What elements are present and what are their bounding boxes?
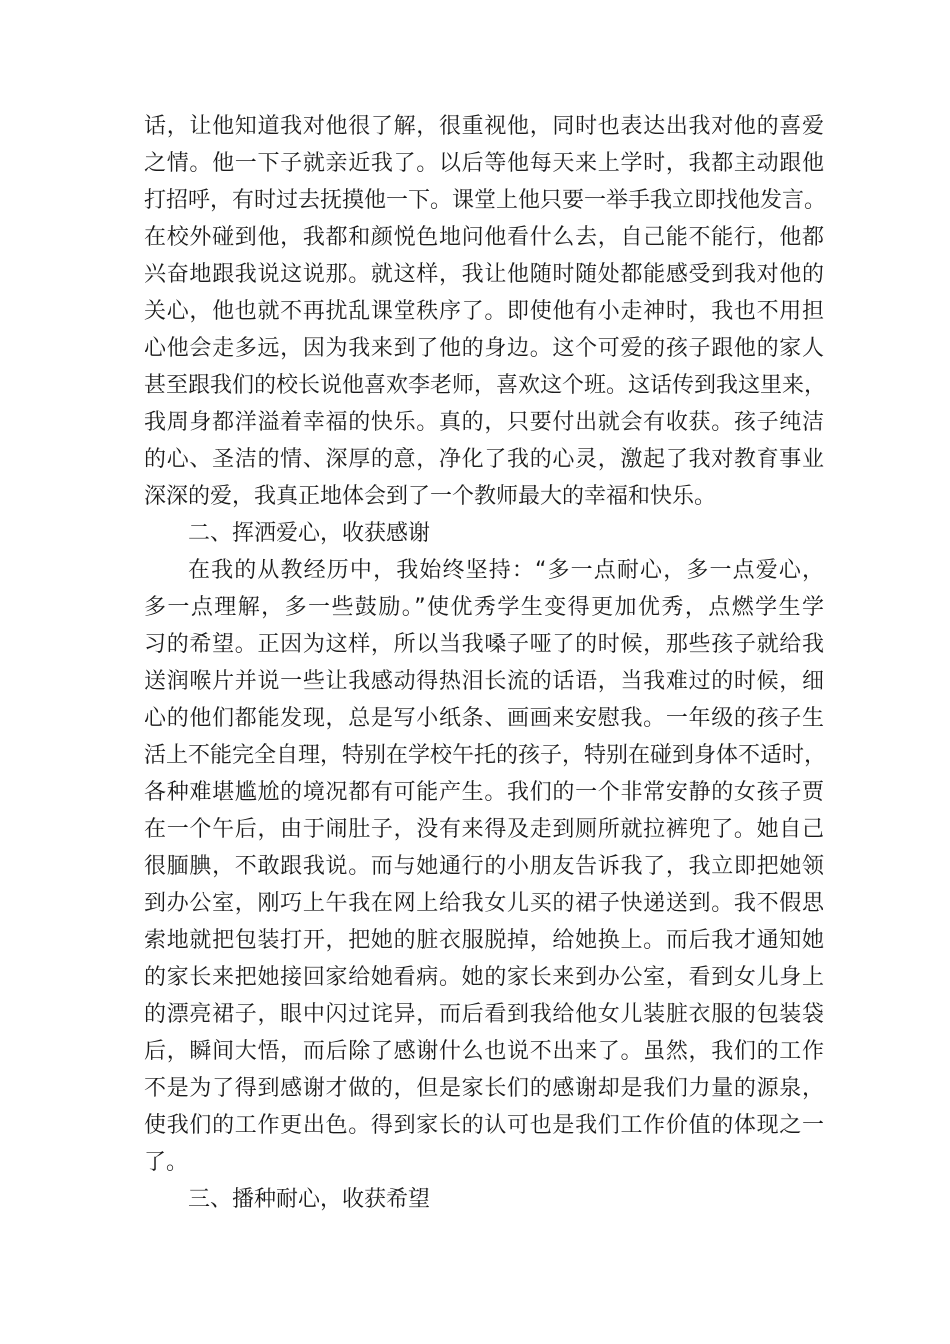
paragraph-line: 打招呼，有时过去抚摸他一下。课堂上他只要一举手我立即找他发言。 xyxy=(144,188,827,213)
paragraph-line: 兴奋地跟我说这说那。就这样，我让他随时随处都能感受到我对他的 xyxy=(144,262,824,287)
paragraph-line: 在校外碰到他，我都和颜悦色地问他看什么去，自己能不能行，他都 xyxy=(144,225,824,250)
section-heading-2: 二、挥洒爱心，收获感谢 xyxy=(188,521,431,546)
paragraph-line: 心他会走多远，因为我来到了他的身边。这个可爱的孩子跟他的家人 xyxy=(144,336,824,361)
paragraph-line: 使我们的工作更出色。得到家长的认可也是我们工作价值的体现之一 xyxy=(144,1113,824,1138)
paragraph-line: 我周身都洋溢着幸福的快乐。真的，只要付出就会有收获。孩子纯洁 xyxy=(144,410,824,435)
paragraph-line: 深深的爱，我真正地体会到了一个教师最大的幸福和快乐。 xyxy=(144,484,717,509)
document-body xyxy=(144,108,827,1218)
paragraph-line: 索地就把包装打开，把她的脏衣服脱掉，给她换上。而后我才通知她 xyxy=(144,928,824,953)
paragraph-line: 在我的从教经历中，我始终坚持：“多一点耐心，多一点爱心， xyxy=(188,558,824,583)
paragraph-line: 的家长来把她接回家给她看病。她的家长来到办公室，看到女儿身上 xyxy=(144,965,824,990)
paragraph-line: 不是为了得到感谢才做的，但是家长们的感谢却是我们力量的源泉， xyxy=(144,1076,824,1101)
paragraph-line: 的漂亮裙子，眼中闪过诧异，而后看到我给他女儿装脏衣服的包装袋 xyxy=(144,1002,824,1027)
paragraph-line: 关心，他也就不再扰乱课堂秩序了。即使他有小走神时，我也不用担 xyxy=(144,299,824,324)
paragraph-line: 话，让他知道我对他很了解，很重视他，同时也表达出我对他的喜爱 xyxy=(144,114,824,139)
paragraph-line: 送润喉片并说一些让我感动得热泪长流的话语，当我难过的时候，细 xyxy=(144,669,824,694)
paragraph-line: 活上不能完全自理，特别在学校午托的孩子，特别在碰到身体不适时， xyxy=(144,743,827,768)
paragraph-line: 习的希望。正因为这样，所以当我嗓子哑了的时候，那些孩子就给我 xyxy=(144,632,824,657)
paragraph-line: 心的他们都能发现，总是写小纸条、画画来安慰我。一年级的孩子生 xyxy=(144,706,824,731)
paragraph-line: 的心、圣洁的情、深厚的意，净化了我的心灵，激起了我对教育事业 xyxy=(144,447,824,472)
section-heading-3: 三、播种耐心，收获希望 xyxy=(188,1187,431,1212)
paragraph-line: 了。 xyxy=(144,1150,189,1175)
paragraph-line: 多一点理解，多一些鼓励。”使优秀学生变得更加优秀，点燃学生学 xyxy=(144,595,824,620)
paragraph-line: 之情。他一下子就亲近我了。以后等他每天来上学时，我都主动跟他 xyxy=(144,151,824,176)
paragraph-line: 在一个午后，由于闹肚子，没有来得及走到厕所就拉裤兜了。她自己 xyxy=(144,817,824,842)
paragraph-line: 后，瞬间大悟，而后除了感谢什么也说不出来了。虽然，我们的工作 xyxy=(144,1039,824,1064)
paragraph-line: 很腼腆，不敢跟我说。而与她通行的小朋友告诉我了，我立即把她领 xyxy=(144,854,824,879)
paragraph-line: 甚至跟我们的校长说他喜欢李老师，喜欢这个班。这话传到我这里来， xyxy=(144,373,827,398)
paragraph-line: 到办公室，刚巧上午我在网上给我女儿买的裙子快递送到。我不假思 xyxy=(144,891,824,916)
paragraph-line: 各种难堪尴尬的境况都有可能产生。我们的一个非常安静的女孩子贾 xyxy=(144,780,824,805)
